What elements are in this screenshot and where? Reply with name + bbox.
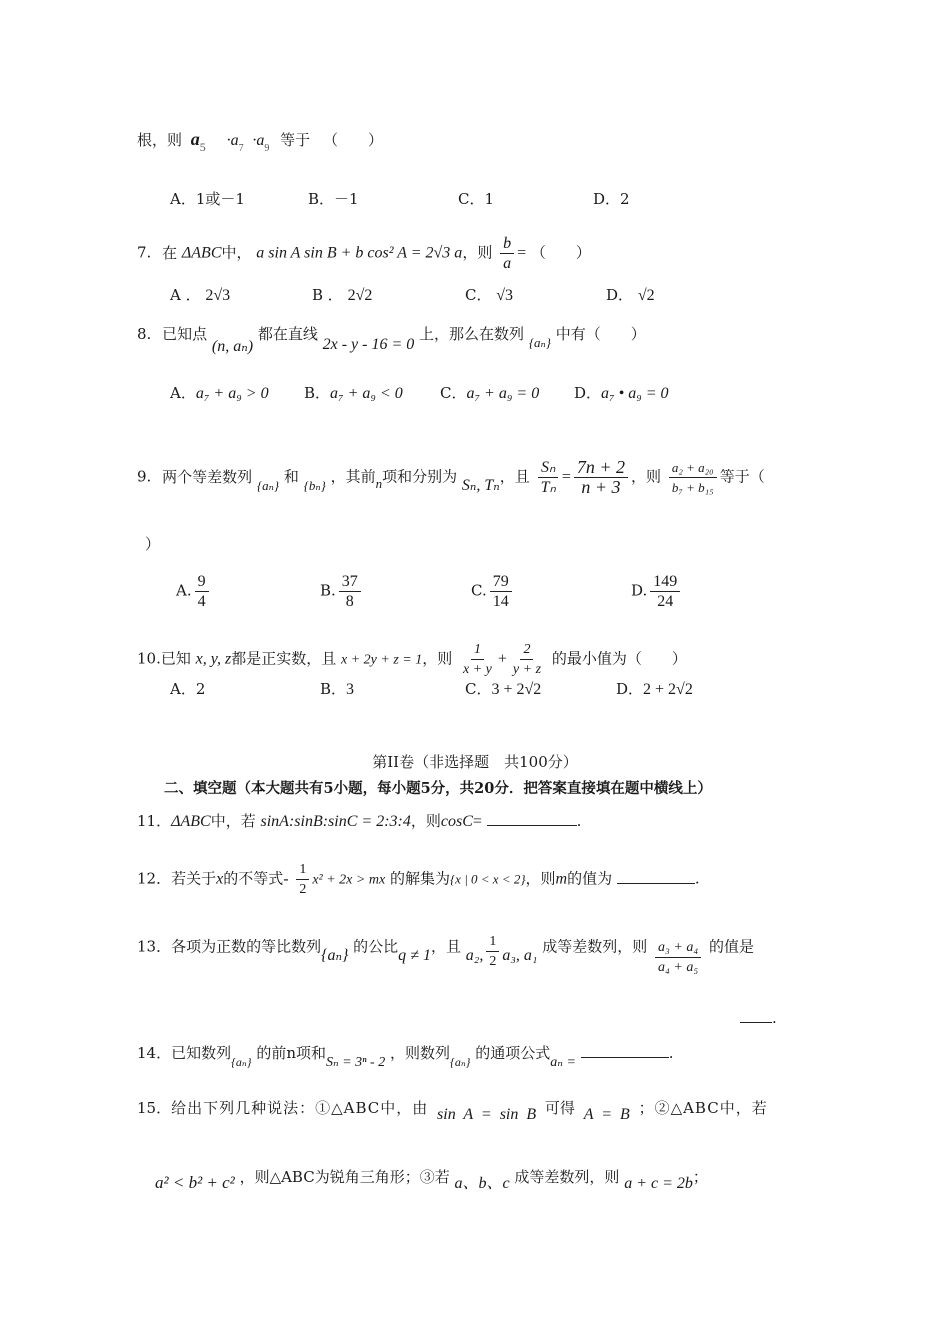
q7-option-a[interactable]: A ． 2√3 (170, 286, 231, 304)
q13-fraction-ratio: $\frac{\text{a₃ + a₄}}{\text{a₄ + a₅}}$ (655, 938, 701, 977)
q12-fraction: $\frac{1}{2}$ (296, 860, 309, 899)
question-8: 8. 已知点 (n, aₙ) 都在直线 2x - y - 16 = 0 上，那么在数列 {aₙ} 中有（ ） (137, 325, 646, 355)
question-15: 15．给出下列几种说法：①△ABC中，由 sin A = sin B 可得 A = B ；②△ABC中，若 (137, 1099, 768, 1123)
q14-answer-blank[interactable] (581, 1043, 669, 1058)
part-ii-title: 第II卷（非选择题 共100分） (372, 753, 578, 771)
q9-option-d[interactable]: D. $\frac{149}{24}$ (631, 572, 683, 611)
section-2-title: 二、填空题（本大题共有5小题，每小题5分，共20分．把答案直接填在题中横线上） (164, 780, 712, 797)
q10-option-d[interactable]: D．2 + 2√2 (616, 680, 693, 698)
q7-option-d[interactable]: D． √2 (606, 286, 655, 304)
q9-fraction-n: $\frac{7n + 2}{n + 3}$ (574, 458, 628, 497)
q13-fraction-half: $\frac{1}{2}$ (486, 932, 499, 971)
q7-fraction: $\frac{b}{a}$ (500, 234, 514, 273)
question-13: 13．各项为正数的等比数列{aₙ} 的公比q ≠ 1，且 a₂, $\frac{1}{2}$ a₃, a₁ 成等差数列，则 $\frac{\text{a₃ + a₄}}{\text{a₄ + a₅}}$ 的值是 (137, 934, 754, 975)
q8-option-a[interactable]: A．a₇ + a₉ > 0 (170, 384, 269, 402)
q9-fraction-st: $\frac{\text{Sₙ}}{\text{Tₙ}}$ (538, 458, 559, 497)
q7-option-c[interactable]: C． √3 (465, 286, 514, 304)
question-12: 12．若关于x的不等式- $\frac{1}{2}$ x² + 2x > mx 的解集为{x | 0 < x < 2}，则m的值为 . (137, 862, 700, 897)
q8-option-c[interactable]: C．a₇ + a₉ = 0 (440, 384, 540, 402)
q6-option-c[interactable]: C．1 (458, 190, 495, 208)
q10-fraction-2: $\frac{2}{y + z}$ (512, 642, 542, 677)
q13-answer-blank[interactable] (740, 1008, 772, 1023)
q9-option-c[interactable]: C. $\frac{79}{14}$ (471, 572, 515, 611)
q12-answer-blank[interactable] (617, 869, 695, 884)
q6-option-a[interactable]: A．1或－1 (170, 190, 245, 208)
q7-option-b[interactable]: B ． 2√2 (312, 286, 373, 304)
question-7: 7. 在 ΔABC中， a sin A sin B + b cos² A = 2√3 a，则 $\frac{b}{a}$ = （ ） (137, 235, 591, 272)
q6-option-d[interactable]: D．2 (593, 190, 630, 208)
q13-answer-line[interactable]: . (740, 1008, 777, 1028)
q6-tail: 根，则 $a_5 \cdot a_7 \cdot a_9$ 等于 （ ） (137, 129, 383, 154)
question-10: 10.已知 x, y, z都是正实数，且 x + 2y + z = 1，则 $\frac{1}{x + y}$ + $\frac{2}{y + z}$ 的最小值为（ ） (137, 642, 687, 677)
q11-answer-blank[interactable] (487, 811, 577, 826)
q8-option-b[interactable]: B．a₇ + a₉ < 0 (304, 384, 403, 402)
q6-option-b[interactable]: B．－1 (308, 190, 359, 208)
q9-option-a[interactable]: A. $\frac{9}{4}$ (176, 572, 212, 611)
question-11: 11．ΔABC中，若 sinA:sinB:sinC = 2:3:4，则cosC= . (137, 812, 582, 830)
question-9: 9. 两个等差数列 {aₙ} 和 {bₙ} ，其前n项和分别为 Sₙ, Tₙ，且 $\frac{\text{Sₙ}}{\text{Tₙ}}$ = $\frac{7n + 2}{n + 3}$ ，则 $\frac{\text{a₂ + a₂₀}}{\text{b₇ + b₁₅}}$ 等于（ (137, 457, 765, 497)
q10-fraction-1: $\frac{1}{x + y}$ (463, 642, 492, 677)
q10-option-c[interactable]: C．3 + 2√2 (465, 680, 542, 698)
q8-option-d[interactable]: D．a₇ • a₉ = 0 (574, 384, 669, 402)
q10-option-b[interactable]: B．3 (320, 680, 355, 698)
question-15-line-2: a² < b² + c² ，则△ABC为锐角三角形；③若 a、b、c 成等差数列，则 a + c = 2b； (155, 1168, 708, 1192)
q9-option-b[interactable]: B. $\frac{37}{8}$ (320, 572, 364, 611)
question-14: 14．已知数列$_{\{a_n\}}$ 的前n项和Sₙ = 3ⁿ - 2 ，则数列$_{\{a_n\}}$ 的通项公式aₙ = . (137, 1044, 674, 1070)
q9-close-paren: ） (145, 535, 161, 553)
q9-fraction-ab: $\frac{\text{a₂ + a₂₀}}{\text{b₇ + b₁₅}}$ (669, 458, 717, 497)
q10-option-a[interactable]: A．2 (170, 680, 206, 698)
